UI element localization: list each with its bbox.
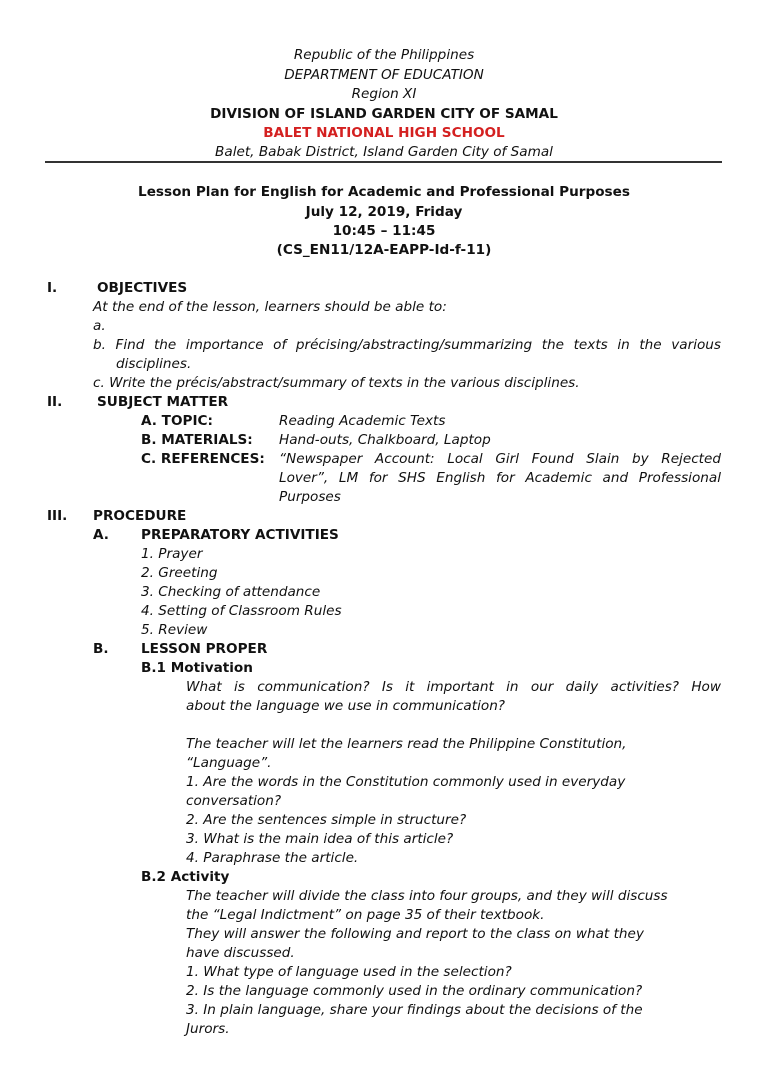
procedure-heading: PROCEDURE [93,508,187,524]
section-number: II. [47,394,63,410]
motivation-heading: B.1 Motivation [141,660,253,676]
motivation-question: 1. Are the words in the Constitution commonly used in everyday [186,774,626,790]
header-deped: DEPARTMENT OF EDUCATION [284,67,484,83]
header-division: DIVISION OF ISLAND GARDEN CITY OF SAMAL [210,106,558,122]
activity-question: 1. What type of language used in the selection? [186,964,512,980]
motivation-text: What is communication? Is it important in our daily activities? How [186,679,721,695]
motivation-question-cont: conversation? [186,793,282,809]
topic-label: A. TOPIC: [141,413,213,429]
objective-b-cont: disciplines. [116,356,192,372]
lesson-date: July 12, 2019, Friday [305,204,463,220]
objective-a: a. [93,318,106,334]
preparatory-heading: PREPARATORY ACTIVITIES [141,527,339,543]
motivation-question: 2. Are the sentences simple in structure? [186,812,467,828]
subject-matter-heading: SUBJECT MATTER [97,394,229,410]
header-school: BALET NATIONAL HIGH SCHOOL [263,125,505,141]
activity-text: have discussed. [186,945,295,961]
lesson-proper-heading: LESSON PROPER [141,641,268,657]
lesson-time: 10:45 – 11:45 [332,223,436,239]
motivation-question: 4. Paraphrase the article. [186,850,359,866]
activity-question: 2. Is the language commonly used in the ordinary communication? [186,983,643,999]
activity-question-cont: Jurors. [186,1021,230,1037]
prep-item: 3. Checking of attendance [141,584,321,600]
prep-item: 2. Greeting [141,565,218,581]
lesson-code: (CS_EN11/12A-EAPP-Id-f-11) [276,242,492,258]
motivation-text-cont: about the language we use in communication? [186,698,506,714]
topic-value: Reading Academic Texts [279,413,446,429]
activity-text: The teacher will divide the class into four groups, and they will discuss [186,888,668,904]
activity-text: the “Legal Indictment” on page 35 of their textbook. [186,907,545,923]
prep-item: 1. Prayer [141,546,203,562]
header-republic: Republic of the Philippines [293,47,475,63]
activity-heading: B.2 Activity [141,869,230,885]
references-value-end: Purposes [279,489,341,505]
header-address: Balet, Babak District, Island Garden City of Samal [215,144,553,160]
lesson-plan-title: Lesson Plan for English for Academic and Professional Purposes [138,184,630,200]
objectives-heading: OBJECTIVES [97,280,188,296]
activity-question: 3. In plain language, share your findings about the decisions of the [186,1002,643,1018]
prep-item: 4. Setting of Classroom Rules [141,603,342,619]
objective-c: c. Write the précis/abstract/summary of texts in the various disciplines. [93,375,580,391]
motivation-question: 3. What is the main idea of this article? [186,831,454,847]
header-region: Region XI [351,86,417,102]
subsection-letter: B. [93,641,109,657]
references-value-cont: Lover”, LM for SHS English for Academic and Professional [279,470,721,486]
motivation-instruction: The teacher will let the learners read the Philippine Constitution, [186,736,627,752]
objectives-intro: At the end of the lesson, learners should be able to: [93,299,447,315]
references-value: “Newspaper Account: Local Girl Found Slain by Rejected [279,451,721,467]
section-number: III. [47,508,68,524]
motivation-instruction-cont: “Language”. [186,755,272,771]
objective-b: b. Find the importance of précising/abstracting/summarizing the texts in the various [93,337,721,353]
materials-value: Hand-outs, Chalkboard, Laptop [279,432,491,448]
references-label: C. REFERENCES: [141,451,265,467]
header-divider [45,161,722,163]
materials-label: B. MATERIALS: [141,432,253,448]
subsection-letter: A. [93,527,109,543]
activity-text: They will answer the following and report to the class on what they [186,926,644,942]
prep-item: 5. Review [141,622,208,638]
section-number: I. [47,280,58,296]
